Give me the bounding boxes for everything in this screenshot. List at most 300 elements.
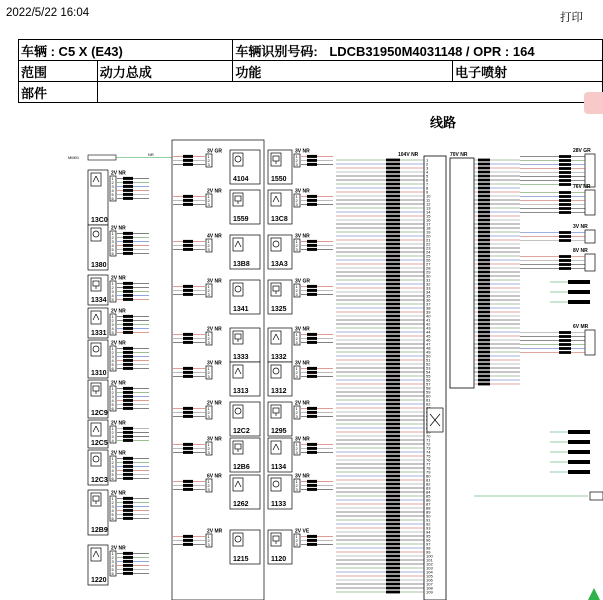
wire-code-mark	[386, 167, 400, 170]
wire-code-mark	[386, 371, 400, 374]
wire-code-mark	[559, 207, 571, 210]
pin-number: 2	[111, 285, 114, 290]
pin-number: 38	[426, 305, 431, 311]
wire-code-mark	[307, 375, 317, 378]
vehicle-row	[19, 40, 603, 61]
parts-label: 部件	[19, 82, 98, 103]
pin-number: 45	[426, 333, 431, 339]
wire-code-mark	[123, 469, 133, 472]
connector-header: 3V NR	[207, 278, 222, 285]
wire-code-mark	[123, 403, 133, 406]
wire-code-mark	[307, 248, 317, 251]
pin-number: 1	[111, 551, 114, 556]
pin-number: 72	[426, 441, 431, 447]
wire-code-mark	[123, 248, 133, 251]
wire-code-mark	[183, 407, 193, 410]
wire-code-mark	[307, 159, 317, 162]
vin-label: 车辆识别号码:	[235, 43, 318, 59]
parts-row	[19, 82, 603, 103]
wiring-diagram-svg	[0, 130, 603, 600]
wire-code-mark	[183, 443, 193, 446]
wire-code-mark	[386, 495, 400, 498]
wire-code-mark	[183, 163, 193, 166]
scroll-marker-icon[interactable]	[588, 588, 600, 600]
pin-number: 101	[426, 557, 433, 563]
wire-code-mark	[386, 287, 400, 290]
wire-code-mark	[559, 255, 571, 258]
wire-code-mark	[478, 327, 490, 330]
pin-number: 3	[111, 354, 114, 359]
wire-code-mark	[386, 203, 400, 206]
wire-code-mark	[559, 191, 571, 194]
component-icon	[91, 343, 101, 356]
wire-code-mark	[559, 231, 571, 234]
wire-code-mark	[386, 479, 400, 482]
wiring-diagram	[0, 130, 603, 600]
pin-number: 1	[111, 426, 114, 431]
pin-number: 4	[111, 398, 114, 403]
pin-number: 2	[207, 538, 210, 543]
wire-code-mark	[386, 191, 400, 194]
pin-number: 1	[295, 239, 298, 244]
pin-number: 52	[426, 361, 431, 367]
pin-number: 3	[111, 504, 114, 509]
pin-number: 36	[426, 297, 431, 303]
wire-code-mark	[307, 199, 317, 202]
parts-value	[97, 82, 602, 103]
wire-code-mark	[123, 465, 133, 468]
module-code: 1310	[91, 370, 107, 377]
wire-code-mark	[386, 423, 400, 426]
pin-number: 107	[426, 581, 433, 587]
wire-code-mark	[123, 232, 133, 235]
component-icon	[271, 238, 281, 251]
mid-module	[230, 235, 260, 269]
wire-code-mark	[123, 355, 133, 358]
pin-number: 24	[426, 249, 431, 255]
wire-code-mark	[183, 535, 193, 538]
pin-number: 86	[426, 497, 431, 503]
wire-code-mark	[478, 303, 490, 306]
pin-number: 3	[295, 487, 298, 492]
pin-number: 91	[426, 517, 431, 523]
pin-number: 2	[295, 483, 298, 488]
pin-number: 1	[111, 281, 114, 286]
pin-number: 1	[207, 406, 210, 411]
pin-number: 18	[426, 225, 431, 231]
pin-number: 19	[426, 229, 431, 235]
pin-number: 80	[426, 473, 431, 479]
wire-code-mark	[386, 223, 400, 226]
wire-code-mark	[386, 343, 400, 346]
mid-connector	[206, 529, 223, 548]
pin-number: 1	[426, 157, 429, 163]
wire-code-mark	[559, 203, 571, 206]
mid-module	[230, 190, 260, 224]
wire-code-mark	[386, 443, 400, 446]
wire-code-mark	[386, 567, 400, 570]
pin-number: 1	[207, 154, 210, 159]
pin-number: 3	[207, 162, 210, 167]
wire-code-mark	[386, 419, 400, 422]
wire-code-mark	[386, 267, 400, 270]
pin-number: 4	[111, 468, 114, 473]
wire-code-mark	[478, 347, 490, 350]
module-code: 12C3	[91, 477, 108, 484]
icon-stroke	[93, 281, 99, 286]
pin-number: 1	[295, 406, 298, 411]
component-icon	[233, 365, 243, 378]
wire-code-mark	[123, 189, 133, 192]
module-code: 1325	[271, 306, 287, 313]
terminal-block	[568, 450, 590, 454]
wire-code-mark	[386, 359, 400, 362]
wire-code-mark	[183, 337, 193, 340]
wire-code-mark	[123, 509, 133, 512]
wire-code-mark	[123, 282, 133, 285]
component-icon	[271, 365, 281, 378]
wire-code-mark	[307, 293, 317, 296]
print-button[interactable]: 打印	[560, 12, 583, 24]
wire-code-mark	[123, 399, 133, 402]
wire-code-mark	[386, 475, 400, 478]
wire-code-mark	[478, 227, 490, 230]
wire-code-mark	[386, 407, 400, 410]
left-module	[88, 340, 108, 378]
wire-code-mark	[478, 355, 490, 358]
wire-code-mark	[386, 515, 400, 518]
module-code: 1334	[91, 297, 107, 304]
connector-header: 3V NR	[295, 233, 310, 240]
pin-number: 73	[426, 445, 431, 451]
pin-number: 2	[111, 555, 114, 560]
connector-header: 2V NR	[207, 326, 222, 333]
wire-code-mark	[559, 343, 571, 346]
wire-code-mark	[478, 199, 490, 202]
pin-number: 34	[426, 289, 431, 295]
wire-code-mark	[386, 231, 400, 234]
wire-code-mark	[386, 519, 400, 522]
wire-code-mark	[123, 395, 133, 398]
wire-code-mark	[123, 177, 133, 180]
wire-code-mark	[478, 247, 490, 250]
wire-code-mark	[478, 195, 490, 198]
pin-number: 4	[111, 438, 114, 443]
mid-module	[230, 280, 260, 314]
wire-code-mark	[386, 503, 400, 506]
pin-number: 23	[426, 245, 431, 251]
wire-code-mark	[307, 407, 317, 410]
mid-connector	[206, 401, 222, 420]
pin-number: 13	[426, 205, 431, 211]
wire-code-mark	[386, 447, 400, 450]
pin-number: 3	[207, 487, 210, 492]
pin-number: 53	[426, 365, 431, 371]
pin-number: 56	[426, 377, 431, 383]
mid2-module	[268, 402, 292, 436]
wire-code-mark	[123, 505, 133, 508]
wire-code-mark	[386, 559, 400, 562]
pin-number: 3	[207, 340, 210, 345]
pin-number: 5	[111, 247, 114, 252]
wire-code-mark	[386, 159, 400, 162]
wire-code-mark	[386, 491, 400, 494]
pin-number: 51	[426, 357, 431, 363]
wire-code-mark	[386, 543, 400, 546]
icon-stroke	[273, 156, 279, 161]
wire-code-mark	[478, 259, 490, 262]
connector-header: 3V NR	[207, 436, 222, 443]
pin-number: 4	[111, 293, 114, 298]
vehicle-cell: 车辆 : C5 X (E43)	[19, 40, 233, 61]
pin-number: 32	[426, 281, 431, 287]
pin-number: 3	[111, 239, 114, 244]
left-module	[88, 275, 108, 305]
icon-stroke	[235, 334, 241, 339]
left-module	[88, 545, 108, 585]
terminal-block	[568, 430, 590, 434]
connector-header: 2V NR	[111, 450, 126, 457]
wire-code-mark	[386, 411, 400, 414]
module-code: 1333	[233, 354, 249, 361]
wire-code-mark	[183, 240, 193, 243]
wire-code-mark	[478, 219, 490, 222]
module-code: 1220	[91, 577, 107, 584]
pin-number: 11	[426, 197, 431, 203]
pin-number: 5	[111, 472, 114, 477]
diagram-title: 线路	[430, 115, 457, 130]
pin-number: 3	[295, 247, 298, 252]
pin-number: 8	[426, 185, 429, 191]
mid2-module	[268, 150, 292, 184]
pin-number: 3	[111, 322, 114, 327]
connector-header: 2V NR	[295, 400, 310, 407]
wire-code-mark	[123, 387, 133, 390]
wire-code-mark	[478, 315, 490, 318]
wire-code-mark	[123, 327, 133, 330]
wire-code-mark	[478, 267, 490, 270]
pin-number: 3	[295, 414, 298, 419]
connector-header: 3V NR	[295, 473, 310, 480]
wire-code-mark	[123, 556, 133, 559]
pin-number: 1	[207, 284, 210, 289]
wire-code-mark	[307, 285, 317, 288]
wire-code-mark	[559, 335, 571, 338]
pin-number: 5	[111, 192, 114, 197]
pin-number: 3	[295, 450, 298, 455]
wire-code-mark	[386, 163, 400, 166]
wire-code-mark	[559, 235, 571, 238]
pin-number: 2	[295, 446, 298, 451]
right-connector-header: 28V GR	[573, 148, 591, 154]
wire-code-mark	[478, 295, 490, 298]
module-code: 1215	[233, 556, 249, 563]
pin-number: 2	[295, 158, 298, 163]
module-code: 1341	[233, 306, 249, 313]
pin-number: 26	[426, 257, 431, 263]
connector-header: 2V NR	[111, 380, 126, 387]
wire-code-mark	[478, 339, 490, 342]
wire-code-mark	[183, 155, 193, 158]
component-icon	[271, 441, 281, 454]
pin-number: 33	[426, 285, 431, 291]
wire-code-mark	[307, 543, 317, 546]
mid2-module	[268, 475, 292, 509]
left-module	[88, 170, 108, 225]
wire-code-mark	[386, 263, 400, 266]
wire-code-mark	[123, 240, 133, 243]
pin-number: 9	[426, 189, 429, 195]
pin-number: 2	[111, 350, 114, 355]
wire-code-mark	[123, 477, 133, 480]
wire-code-mark	[307, 240, 317, 243]
pin-number: 98	[426, 545, 431, 551]
wire-code-mark	[478, 215, 490, 218]
wire-code-mark	[123, 197, 133, 200]
wire-code-mark	[307, 163, 317, 166]
icon-stroke	[93, 386, 99, 391]
connector-header: 3V NR	[207, 360, 222, 367]
wire-code-mark	[478, 191, 490, 194]
pin-number: 1	[295, 534, 298, 539]
pin-number: 75	[426, 453, 431, 459]
icon-stroke	[93, 496, 99, 501]
wire-code-mark	[386, 291, 400, 294]
pin-number: 2	[295, 288, 298, 293]
connector-header: 6V NR	[207, 473, 222, 480]
pin-number: 3	[111, 394, 114, 399]
wire-code-mark	[183, 293, 193, 296]
wire-code-mark	[307, 337, 317, 340]
component-icon	[91, 173, 101, 186]
pin-number: 1	[207, 534, 210, 539]
module-code: 1262	[233, 501, 249, 508]
pin-number: 89	[426, 509, 431, 515]
function-value: 电子喷射	[453, 61, 603, 82]
pin-number: 1	[207, 479, 210, 484]
pin-number: 96	[426, 537, 431, 543]
wire-code-mark	[183, 447, 193, 450]
wire-code-mark	[123, 347, 133, 350]
pin-number: 1	[295, 479, 298, 484]
pin-number: 2	[295, 336, 298, 341]
mid-connector	[206, 234, 222, 253]
right-connector	[585, 154, 595, 187]
pin-number: 14	[426, 209, 431, 215]
mid-module	[230, 530, 260, 564]
wire-code-mark	[183, 195, 193, 198]
wire-code-mark	[386, 335, 400, 338]
wire-code-mark	[386, 511, 400, 514]
pin-number: 87	[426, 501, 431, 507]
side-tab[interactable]	[584, 92, 603, 114]
pin-number: 108	[426, 585, 433, 591]
wire-code-mark	[183, 543, 193, 546]
component-icon	[91, 228, 101, 241]
pin-number: 6	[111, 571, 114, 576]
wire-code-mark	[123, 461, 133, 464]
right-connector-header: 8V NR	[573, 248, 588, 254]
terminal-block	[568, 440, 590, 444]
wire-code-mark	[386, 583, 400, 586]
wire-code-mark	[183, 451, 193, 454]
wire-code-mark	[386, 591, 400, 594]
pin-number: 27	[426, 261, 431, 267]
wire-code-mark	[386, 235, 400, 238]
wire-code-mark	[123, 431, 133, 434]
wire-code-mark	[478, 307, 490, 310]
wire-code-mark	[386, 535, 400, 538]
wire-code-mark	[183, 203, 193, 206]
scope-label: 范围	[19, 61, 98, 82]
wire-code-mark	[386, 175, 400, 178]
wire-code-mark	[386, 331, 400, 334]
pin-number: 3	[207, 292, 210, 297]
pin-number: 74	[426, 449, 431, 455]
pin-number: 2	[111, 318, 114, 323]
mid-connector	[206, 361, 222, 380]
wire-code-mark	[183, 375, 193, 378]
wire-code-mark	[307, 415, 317, 418]
pin-number: 1	[295, 332, 298, 337]
vehicle-info-table	[18, 39, 603, 103]
module-code: 12B6	[233, 464, 250, 471]
wire-code-mark	[386, 355, 400, 358]
component-icon	[91, 311, 101, 324]
mid2-module	[268, 438, 292, 472]
module-code: 13A3	[271, 261, 288, 268]
wire-code-mark	[123, 351, 133, 354]
pin-number: 4	[111, 358, 114, 363]
wire-code-mark	[559, 175, 571, 178]
wire-code-mark	[478, 183, 490, 186]
function-label: 功能	[233, 61, 453, 82]
pin-number: 2	[207, 288, 210, 293]
right-connector	[590, 492, 603, 500]
wire-code-mark	[386, 363, 400, 366]
component-icon	[271, 478, 281, 491]
pin-number: 90	[426, 513, 431, 519]
pin-number: 41	[426, 317, 431, 323]
connector-header: 2V VE	[295, 528, 310, 535]
module-code: 1120	[271, 556, 287, 563]
pin-number: 29	[426, 269, 431, 275]
pin-number: 102	[426, 561, 433, 567]
wire-code-mark	[478, 383, 490, 386]
icon-stroke	[235, 196, 241, 201]
pin-number: 105	[426, 573, 433, 579]
pin-number: 92	[426, 521, 431, 527]
module-code: 1295	[271, 428, 287, 435]
pin-number: 103	[426, 565, 433, 571]
wire-code-mark	[386, 211, 400, 214]
pin-number: 1	[295, 154, 298, 159]
wire-code-mark	[559, 199, 571, 202]
wire-code-mark	[183, 341, 193, 344]
wire-code-mark	[183, 539, 193, 542]
pin-number: 1	[207, 332, 210, 337]
ground-connector	[88, 155, 116, 160]
wire-code-mark	[386, 399, 400, 402]
mid-connector	[206, 149, 222, 168]
mid-module	[230, 475, 260, 509]
connector-header: 3V NR	[295, 360, 310, 367]
pin-number: 47	[426, 341, 431, 347]
connector-header: 2V NR	[111, 225, 126, 232]
wire-code-mark	[478, 239, 490, 242]
wire-code-mark	[386, 319, 400, 322]
wire-code-mark	[123, 572, 133, 575]
